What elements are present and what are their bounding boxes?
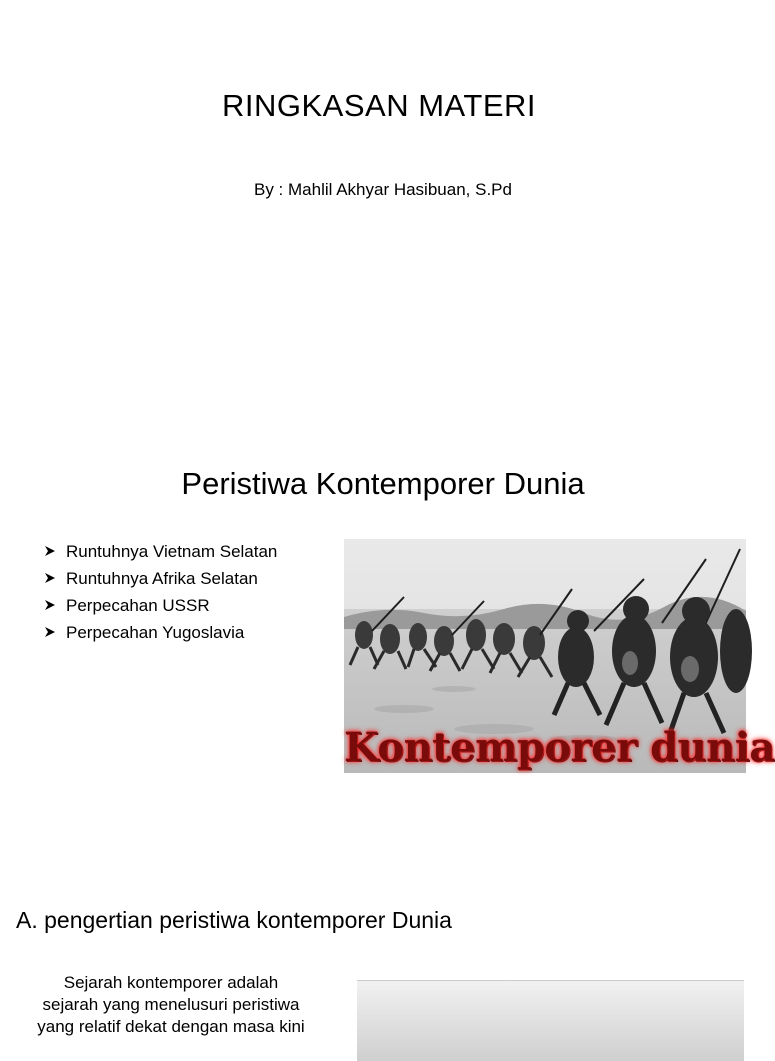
soldiers-photo (344, 539, 775, 773)
slide-title-heading: RINGKASAN MATERI (221, 88, 537, 123)
author-byline: By : Mahlil Akhyar Hasibuan, S.Pd (254, 180, 512, 199)
photo-caption: Kontemporer dunia (344, 724, 775, 771)
paragraph-line: sejarah yang menelusuri peristiwa (42, 995, 300, 1014)
paragraph-line: yang relatif dekat dengan masa kini (37, 1017, 305, 1036)
list-item (44, 619, 277, 646)
list-item (44, 592, 277, 619)
list-item-label: Perpecahan USSR (66, 596, 210, 615)
list-item (44, 565, 277, 592)
paragraph-line: Sejarah kontemporer adalah (63, 973, 279, 992)
arrowhead-bullet-icon (44, 592, 66, 619)
slide-pengertian (0, 860, 768, 1036)
slide-title (0, 0, 768, 420)
section-heading: A. pengertian peristiwa kontemporer Dunia (16, 907, 452, 933)
slide-peristiwa (0, 430, 775, 850)
arrowhead-bullet-icon (44, 619, 66, 646)
list-item (44, 538, 277, 565)
list-item-label: Perpecahan Yugoslavia (66, 623, 245, 642)
definition-paragraph (8, 972, 334, 1038)
arrowhead-bullet-icon (44, 538, 66, 565)
list-item-label: Runtuhnya Vietnam Selatan (66, 542, 278, 561)
list-item-label: Runtuhnya Afrika Selatan (66, 569, 258, 588)
bullet-list (44, 538, 277, 646)
slide-heading: Peristiwa Kontemporer Dunia (181, 466, 585, 501)
arrowhead-bullet-icon (44, 565, 66, 592)
historical-photo (357, 980, 744, 1061)
